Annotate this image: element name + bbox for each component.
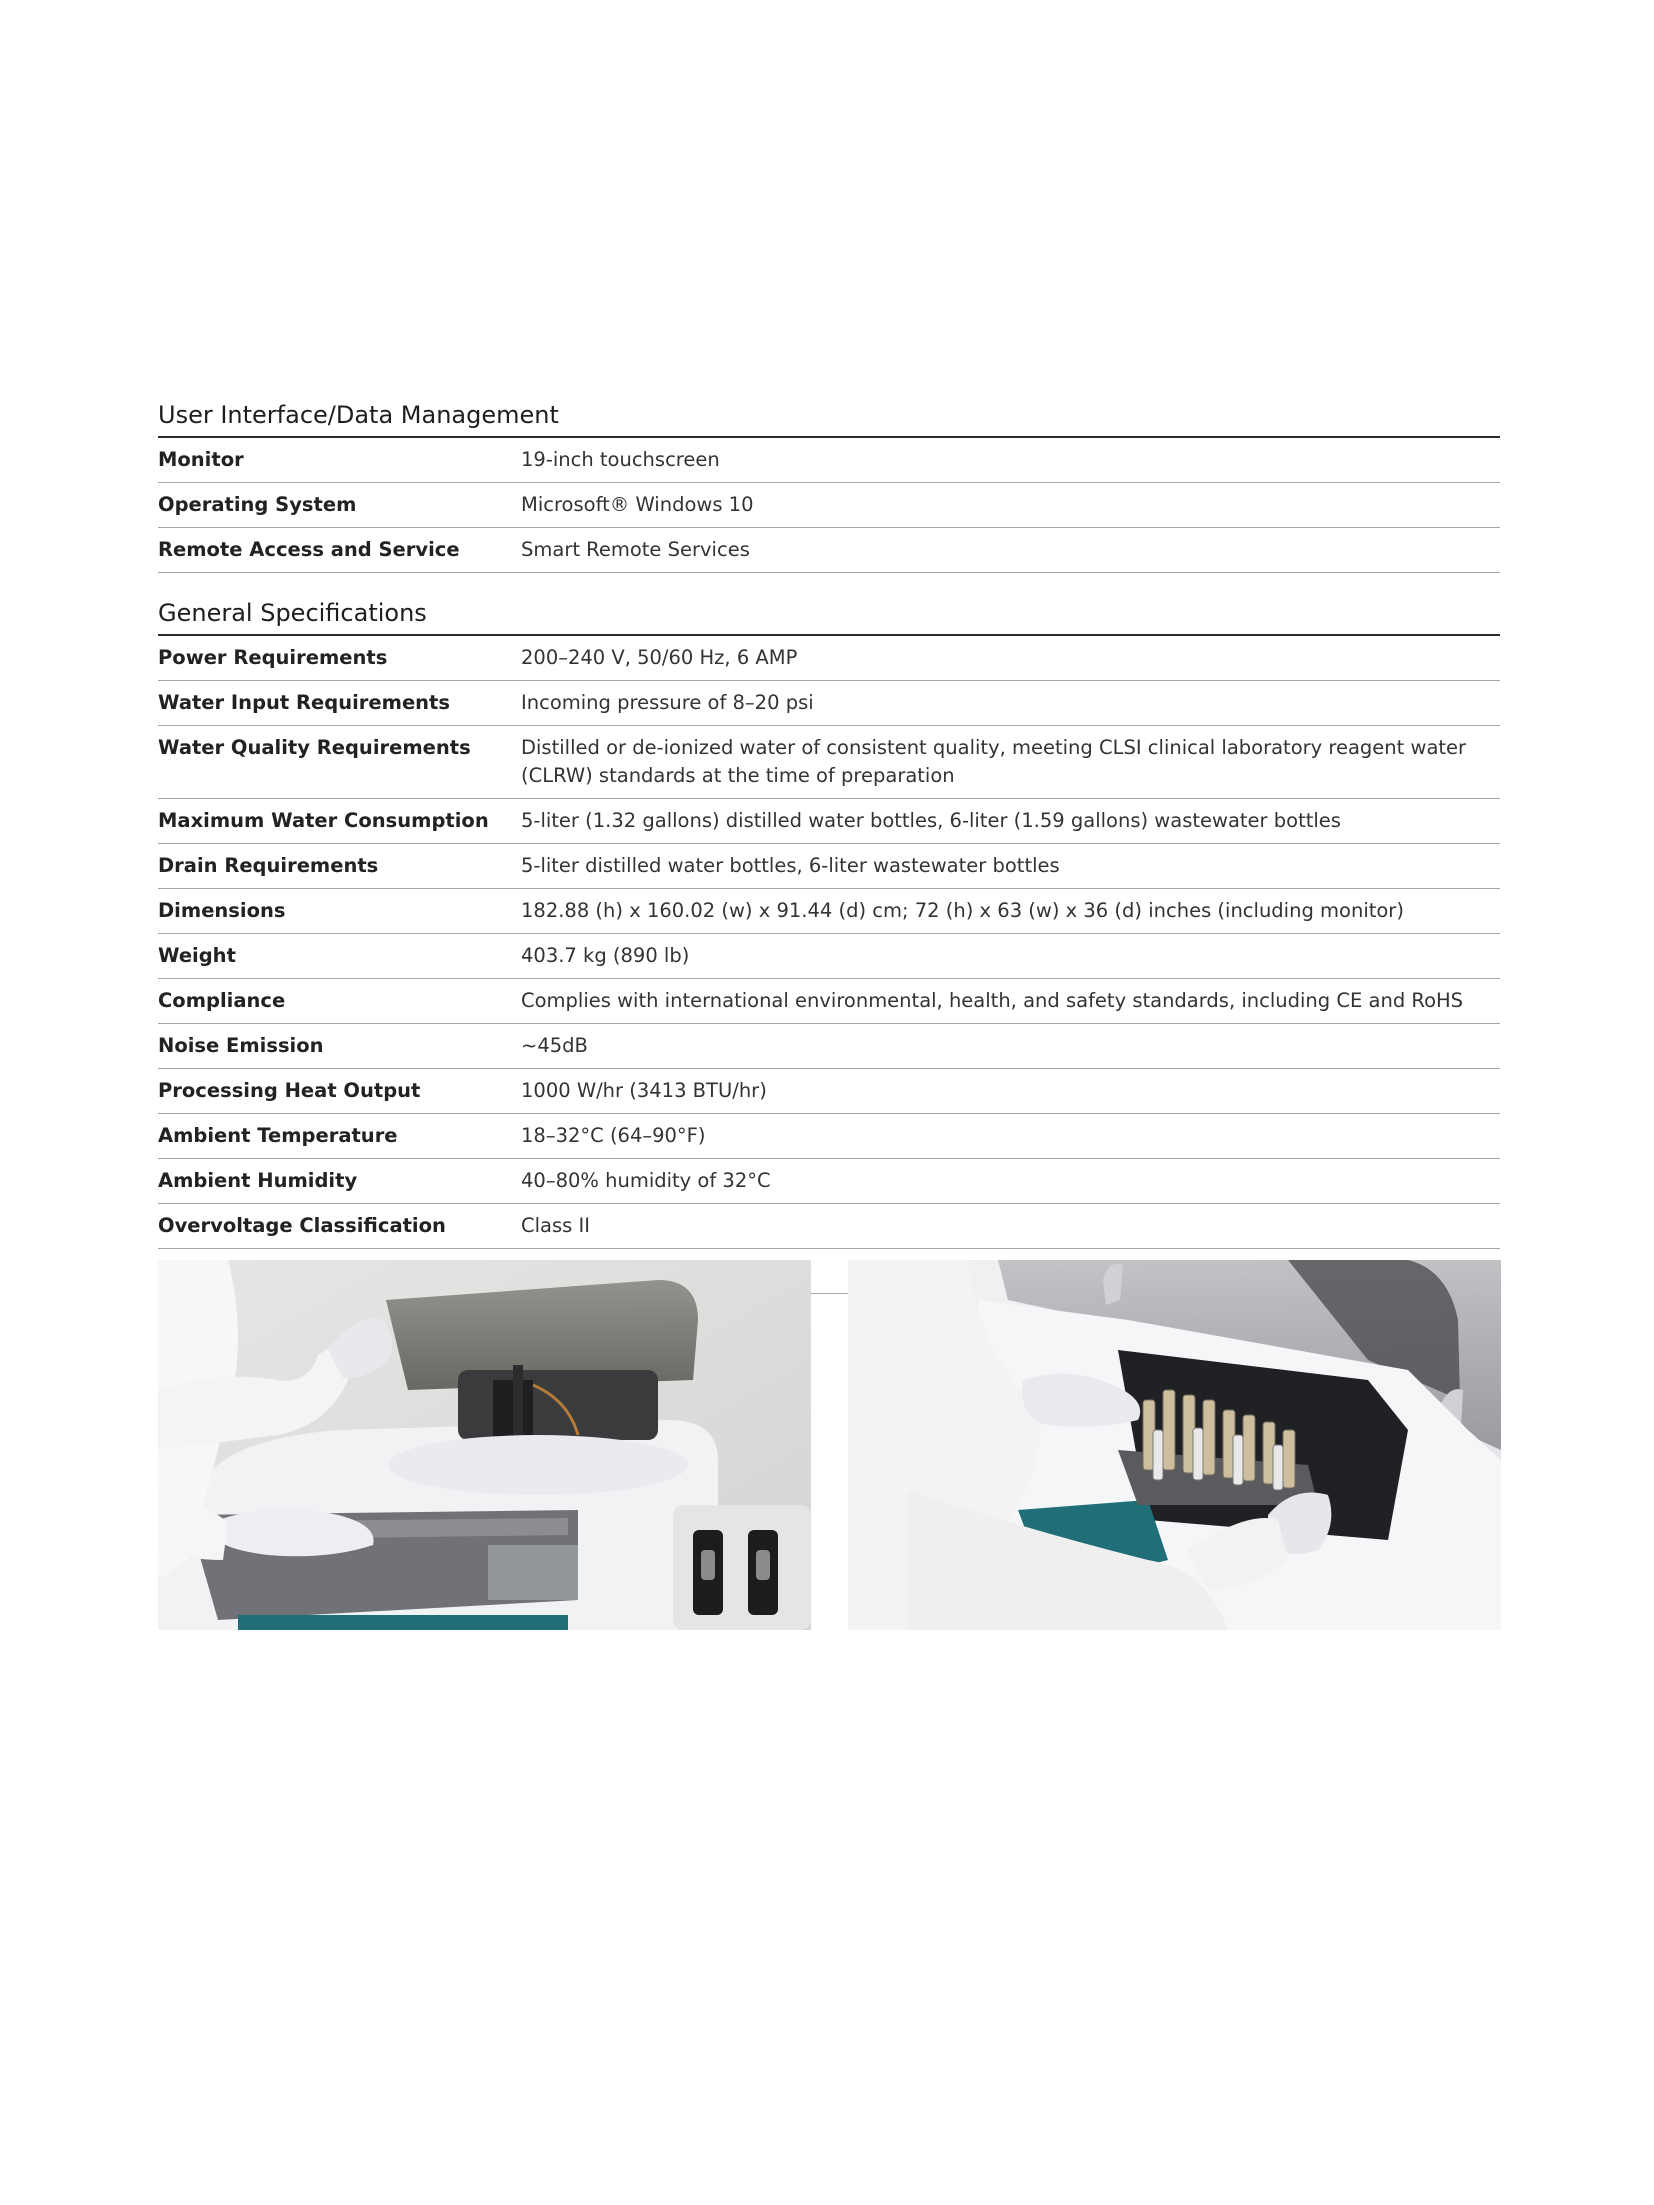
spec-label: Water Input Requirements bbox=[158, 681, 521, 726]
table-row bbox=[158, 1024, 1500, 1069]
spec-value: 200–240 V, 50/60 Hz, 6 AMP bbox=[521, 636, 1500, 681]
table-row bbox=[158, 1159, 1500, 1204]
spec-value: Smart Remote Services bbox=[521, 528, 1500, 573]
table-row bbox=[158, 528, 1500, 573]
photo-sample-rack bbox=[848, 1260, 1501, 1630]
table-row bbox=[158, 636, 1500, 681]
table-row bbox=[158, 934, 1500, 979]
sample-rack-illustration bbox=[848, 1260, 1501, 1630]
table-row bbox=[158, 979, 1500, 1024]
spec-table-general bbox=[158, 636, 1500, 1294]
spec-value: 19-inch touchscreen bbox=[521, 438, 1500, 483]
spec-value: 403.7 kg (890 lb) bbox=[521, 934, 1500, 979]
spec-value: Complies with international environmental, health, and safety standards, including CE and RoHS bbox=[521, 979, 1500, 1024]
spec-value: Distilled or de-ionized water of consistent quality, meeting CLSI clinical laboratory reagent water (CLRW) standards at the time of preparation bbox=[521, 726, 1500, 799]
spec-label: Maximum Water Consumption bbox=[158, 799, 521, 844]
spec-label: Noise Emission bbox=[158, 1024, 521, 1069]
spec-value: Class II bbox=[521, 1204, 1500, 1249]
table-row bbox=[158, 726, 1500, 799]
spec-label: Compliance bbox=[158, 979, 521, 1024]
photo-row bbox=[158, 1260, 1500, 1630]
table-row bbox=[158, 1069, 1500, 1114]
table-row bbox=[158, 681, 1500, 726]
spec-label: Drain Requirements bbox=[158, 844, 521, 889]
spec-value: Incoming pressure of 8–20 psi bbox=[521, 681, 1500, 726]
table-row bbox=[158, 1204, 1500, 1249]
section-title-user-interface: User Interface/Data Management bbox=[158, 400, 1500, 438]
spec-label: Water Quality Requirements bbox=[158, 726, 521, 799]
spec-value: 40–80% humidity of 32°C bbox=[521, 1159, 1500, 1204]
table-row bbox=[158, 1114, 1500, 1159]
spec-value: 18–32°C (64–90°F) bbox=[521, 1114, 1500, 1159]
spec-label: Operating System bbox=[158, 483, 521, 528]
photo-instrument-cover bbox=[158, 1260, 811, 1630]
instrument-cover-illustration bbox=[158, 1260, 811, 1630]
spec-label: Processing Heat Output bbox=[158, 1069, 521, 1114]
spec-sheet bbox=[158, 400, 1500, 1294]
spec-label: Ambient Temperature bbox=[158, 1114, 521, 1159]
spec-value: 5-liter distilled water bottles, 6-liter wastewater bottles bbox=[521, 844, 1500, 889]
table-row bbox=[158, 799, 1500, 844]
table-row bbox=[158, 889, 1500, 934]
spec-label: Overvoltage Classification bbox=[158, 1204, 521, 1249]
section-title-general-specifications: General Specifications bbox=[158, 598, 1500, 636]
table-row bbox=[158, 844, 1500, 889]
spec-value: Microsoft® Windows 10 bbox=[521, 483, 1500, 528]
spec-label: Dimensions bbox=[158, 889, 521, 934]
spec-label: Remote Access and Service bbox=[158, 528, 521, 573]
spec-value: 182.88 (h) x 160.02 (w) x 91.44 (d) cm; 72 (h) x 63 (w) x 36 (d) inches (including monitor) bbox=[521, 889, 1500, 934]
spec-label: Monitor bbox=[158, 438, 521, 483]
spec-value: ~45dB bbox=[521, 1024, 1500, 1069]
table-row bbox=[158, 483, 1500, 528]
table-row bbox=[158, 438, 1500, 483]
spec-table-user-interface bbox=[158, 438, 1500, 573]
spec-value: 5-liter (1.32 gallons) distilled water bottles, 6-liter (1.59 gallons) wastewater bottles bbox=[521, 799, 1500, 844]
spec-label: Ambient Humidity bbox=[158, 1159, 521, 1204]
spec-label: Power Requirements bbox=[158, 636, 521, 681]
spec-label: Weight bbox=[158, 934, 521, 979]
spec-value: 1000 W/hr (3413 BTU/hr) bbox=[521, 1069, 1500, 1114]
